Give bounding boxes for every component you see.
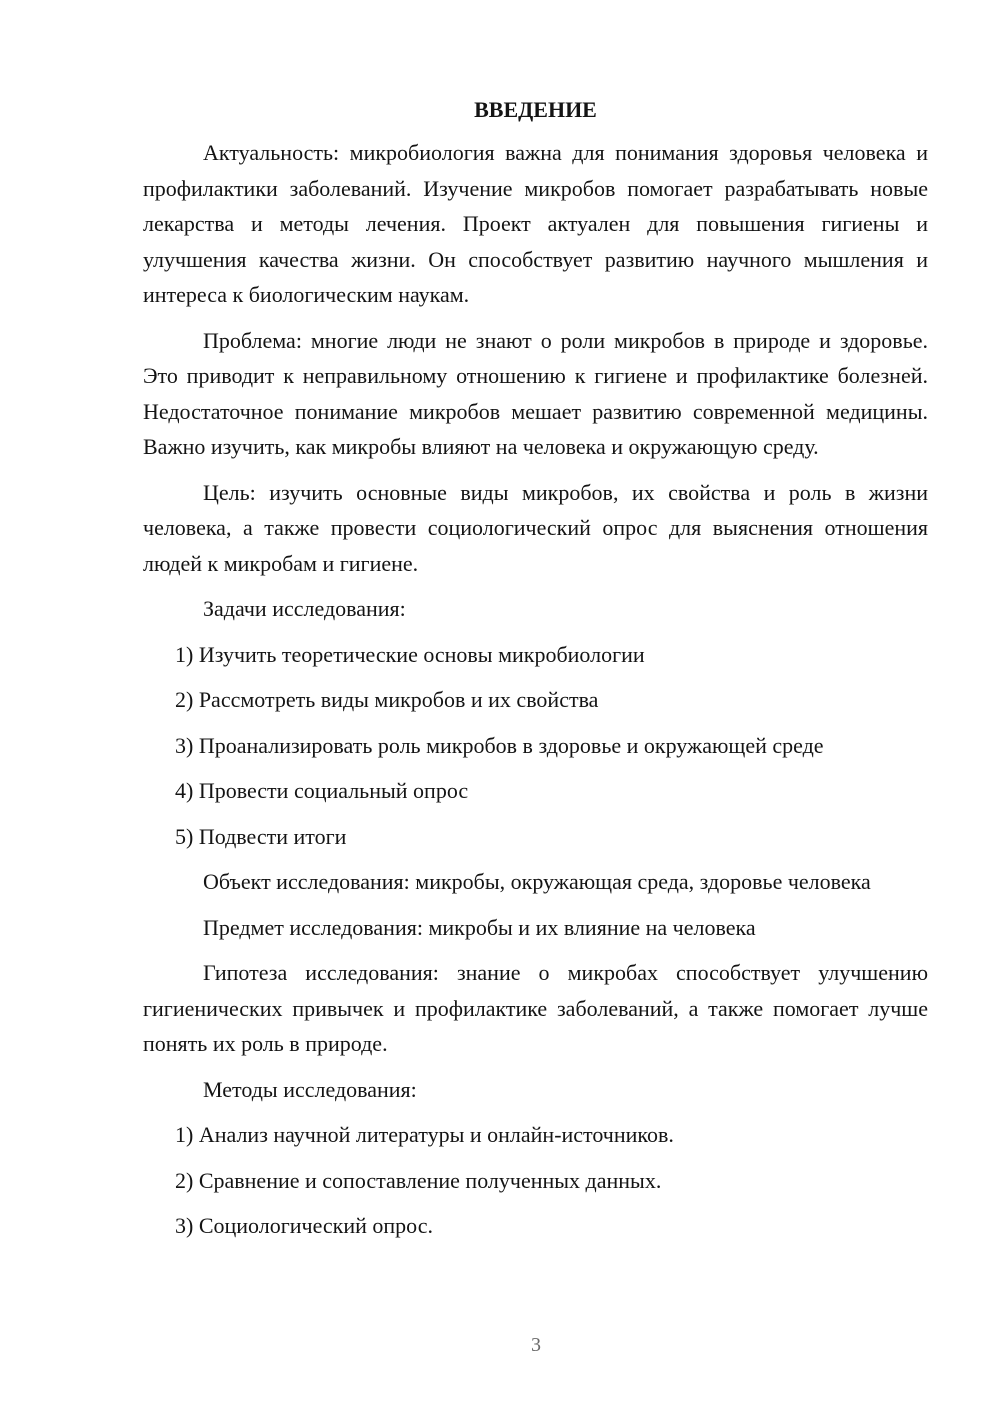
list-item: 1) Изучить теоретические основы микробиологии <box>175 641 645 667</box>
list-item: 3) Социологический опрос. <box>175 1213 433 1238</box>
list-item: 1) Анализ научной литературы и онлайн-источников. <box>175 1122 674 1147</box>
tasks-title: Задачи исследования: <box>203 596 406 621</box>
list-item: 4) Провести социальный опрос <box>175 778 469 803</box>
list-item: 2) Сравнение и сопоставление полученных данных. <box>175 1167 662 1193</box>
page-number: 3 <box>531 1334 541 1356</box>
subject-paragraph: Предмет исследования: микробы и их влияние на человека <box>203 914 756 940</box>
list-item: 5) Подвести итоги <box>175 823 347 849</box>
goal-paragraph: Цель: изучить основные виды микробов, их свойства и роль в жизни человека, а также провести социологический опрос для выяснения отношения людей к микробам и гигиене. <box>143 479 928 576</box>
list-item: 3) Проанализировать роль микробов в здоровье и окружающей среде <box>175 732 824 758</box>
relevance-paragraph: Актуальность: микробиология важна для понимания здоровья человека и профилактики заболеваний. Изучение микробов помогает разрабатывать новые лекарства и методы лечения. Проект актуален для повышения гигиены и улучшения качества жизни. Он способствует развитию научного мышления и интереса к биологическим наукам. <box>143 140 928 307</box>
methods-list <box>143 1117 928 1244</box>
methods-title: Методы исследования: <box>203 1076 417 1102</box>
hypothesis-paragraph: Гипотеза исследования: знание о микробах способствует улучшению гигиенических привычек и профилактике заболеваний, а также помогает лучше понять их роль в природе. <box>143 960 928 1056</box>
object-paragraph: Объект исследования: микробы, окружающая среда, здоровье человека <box>203 869 871 894</box>
tasks-list <box>143 637 928 855</box>
page-content <box>143 95 928 1254</box>
list-item: 2) Рассмотреть виды микробов и их свойства <box>175 687 599 712</box>
problem-paragraph: Проблема: многие люди не знают о роли микробов в природе и здоровье. Это приводит к неправильному отношению к гигиене и профилактике болезней. Недостаточное понимание микробов мешает развитию современной медицины. Важно изучить, как микробы влияют на человека и окружающую среду. <box>143 327 928 459</box>
section-heading: ВВЕДЕНИЕ <box>474 97 597 122</box>
